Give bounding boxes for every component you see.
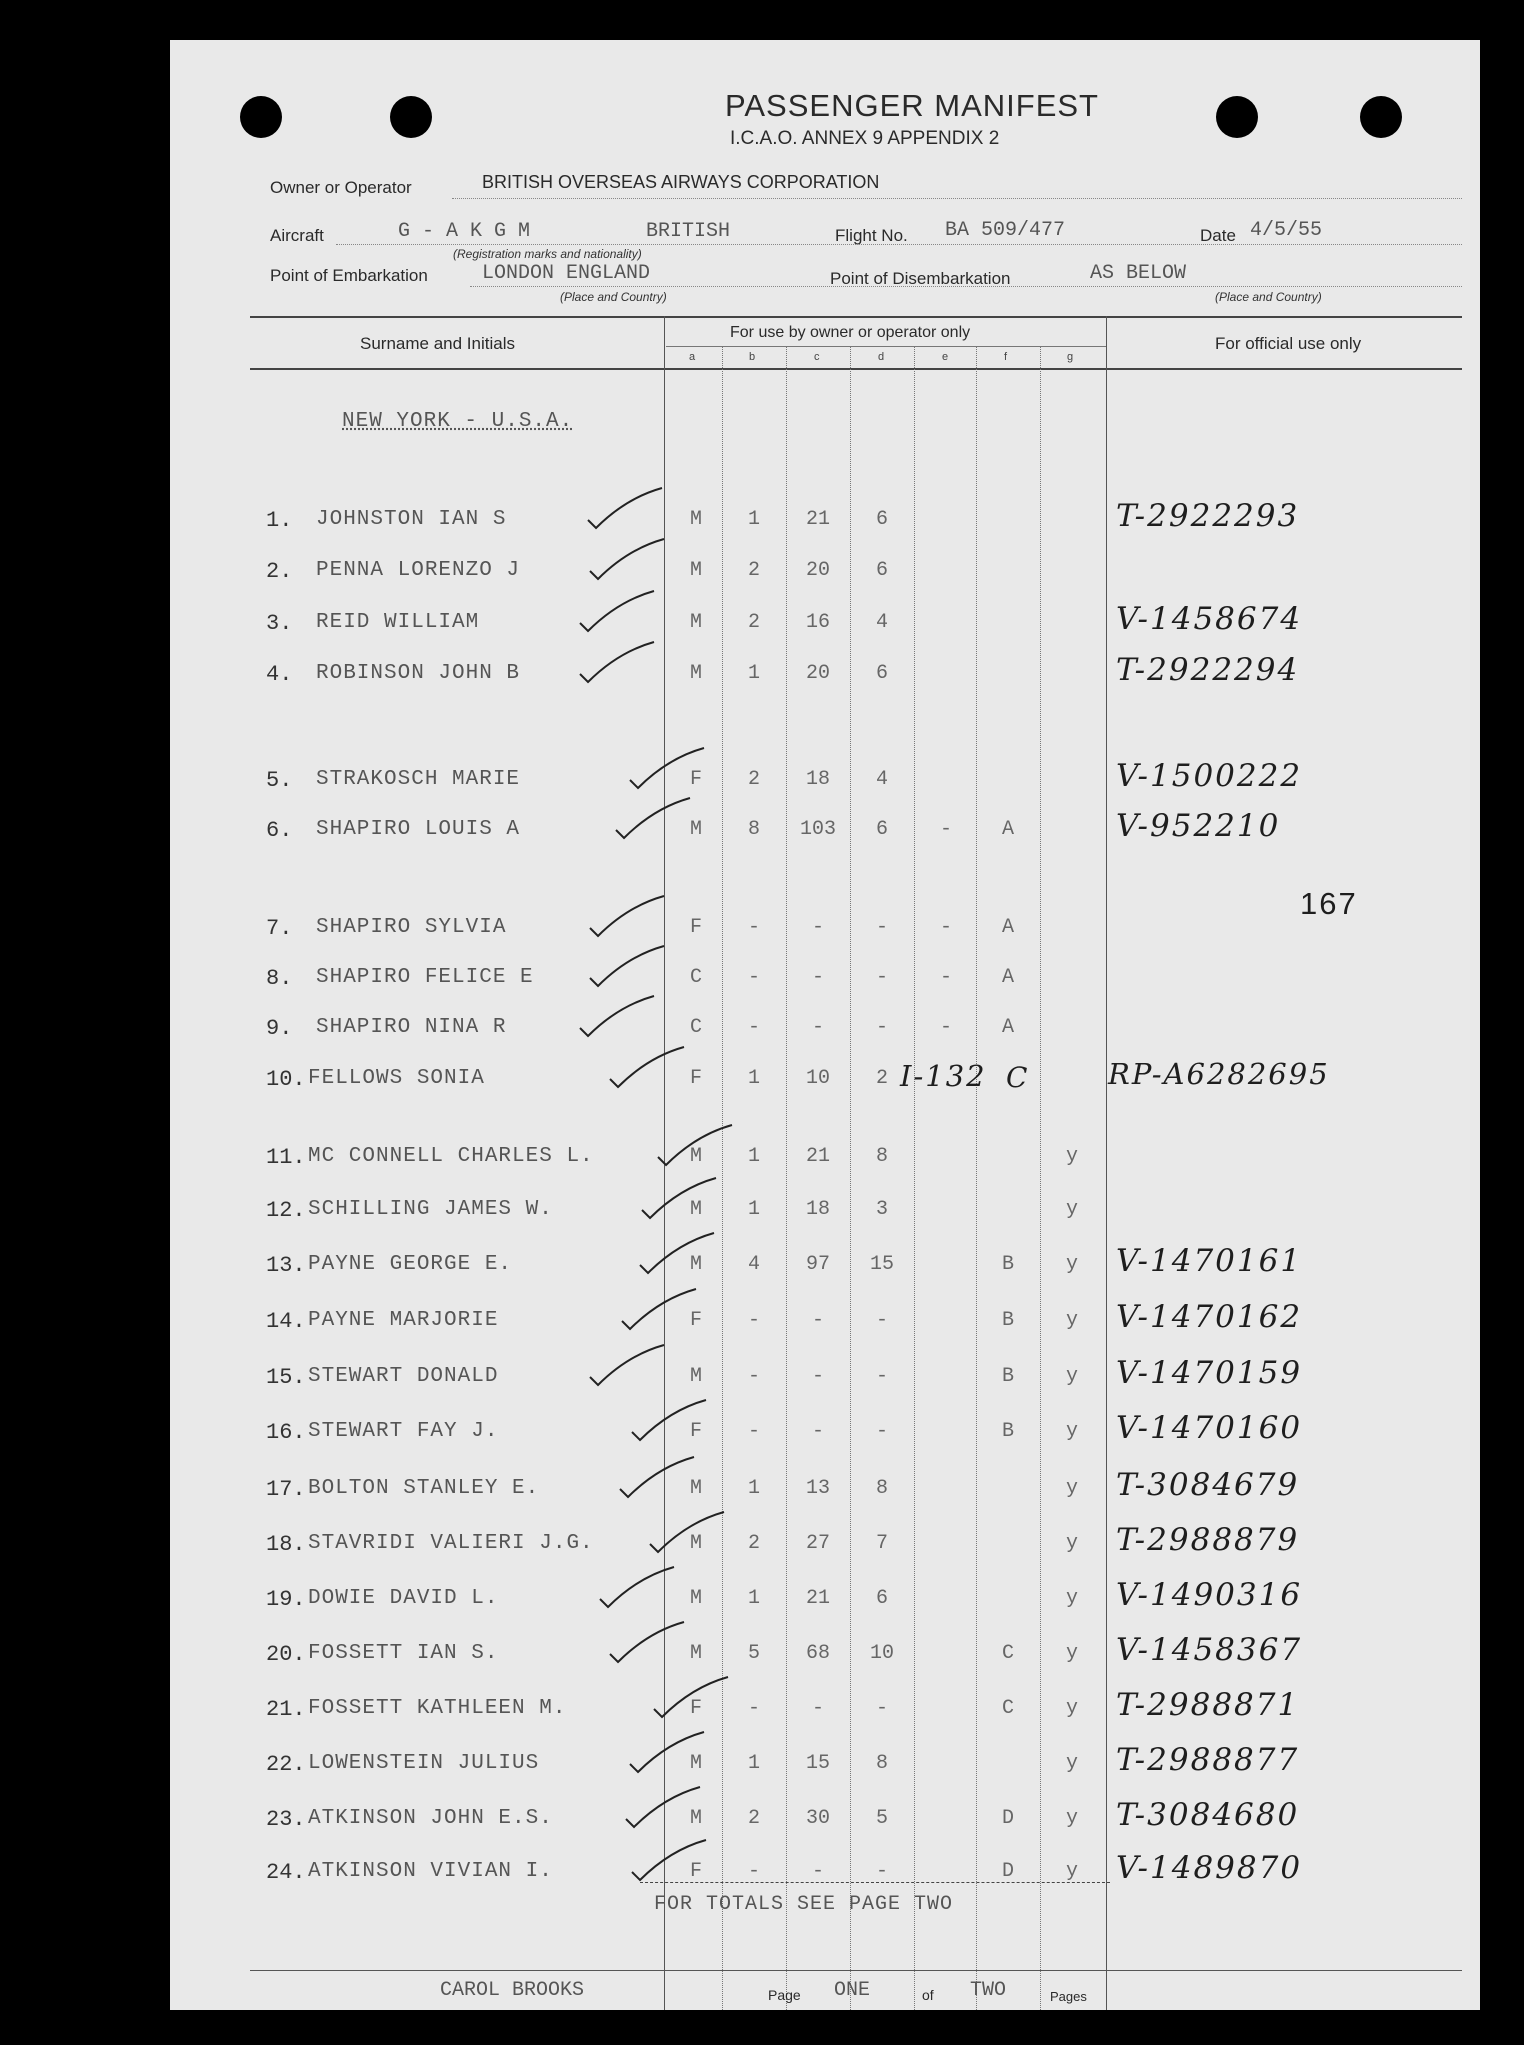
passenger-col-d: 4 [875,768,888,791]
passenger-name: FOSSETT KATHLEEN M. [308,1697,567,1720]
check-mark [590,946,664,986]
passenger-col-c: - [811,1016,824,1039]
passenger-col-f: A [1001,916,1014,939]
official-number: T-3084679 [1116,1467,1300,1503]
official-number: V-1458674 [1116,601,1303,637]
passenger-col-f: D [1001,1807,1014,1830]
passenger-number: 11. [266,1145,306,1170]
passenger-col-a: F [689,1309,702,1332]
passenger-col-a: F [689,1420,702,1443]
passenger-col-c: 103 [799,818,836,841]
passenger-number: 17. [266,1477,306,1502]
passenger-name: PENNA LORENZO J [316,559,521,582]
passenger-col-b: 4 [747,1253,760,1276]
passenger-col-b: - [747,1697,760,1720]
col-f-letter: f [1004,351,1008,363]
passenger-col-d: - [875,966,888,989]
passenger-col-e: I-132 [900,1059,987,1093]
passenger-name: FELLOWS SONIA [308,1067,485,1090]
passenger-col-a: M [689,1642,702,1665]
passenger-col-c: 30 [805,1807,830,1830]
passenger-col-a: F [689,916,702,939]
passenger-col-c: 20 [805,662,830,685]
passenger-col-c: 13 [805,1477,830,1500]
check-mark [610,1047,684,1087]
passenger-name: MC CONNELL CHARLES L. [308,1145,594,1168]
passenger-col-a: C [689,1016,702,1039]
passenger-col-b: 1 [747,508,760,531]
passenger-number: 1. [266,508,293,533]
pages-label: Pages [1050,1989,1087,2004]
passenger-col-d: 10 [869,1642,894,1665]
passenger-col-d: 6 [875,1587,888,1610]
aircraft-value: G - A K G M [398,220,531,243]
check-mark [580,591,654,631]
passenger-col-g: y [1065,1642,1078,1665]
passenger-number: 10. [266,1067,306,1092]
passenger-col-b: - [747,1860,760,1883]
destination-heading: NEW YORK - U.S.A. [342,410,574,433]
passenger-col-d: - [875,1365,888,1388]
passenger-col-e: - [939,1016,952,1039]
page-value: ONE [834,1979,871,2002]
passenger-number: 6. [266,818,293,843]
col-c-letter: c [814,351,820,363]
official-number: V-1489870 [1116,1850,1303,1886]
passenger-col-g: y [1065,1697,1078,1720]
passenger-name: STEWART DONALD [308,1365,499,1388]
check-mark [590,539,664,579]
passenger-number: 4. [266,662,293,687]
passenger-col-d: 2 [875,1067,888,1090]
passenger-col-d: 15 [869,1253,894,1276]
passenger-col-f: C [1001,1697,1014,1720]
passenger-col-f: B [1001,1420,1014,1443]
flight-value: BA 509/477 [945,219,1066,242]
owner-value: BRITISH OVERSEAS AIRWAYS CORPORATION [482,172,880,192]
disembarkation-value: AS BELOW [1090,262,1187,285]
passenger-col-c: 27 [805,1532,830,1555]
passenger-col-e: - [939,818,952,841]
passenger-col-a: M [689,1532,702,1555]
passenger-col-a: C [689,966,702,989]
passenger-col-b: - [747,966,760,989]
passenger-col-f: C [1001,1642,1014,1665]
passenger-col-c: - [811,1697,824,1720]
passenger-col-g: y [1065,1145,1078,1168]
passenger-col-c: 16 [805,611,830,634]
official-number: T-2922294 [1116,652,1300,688]
official-number: T-2922293 [1116,498,1300,534]
passenger-col-d: 6 [875,662,888,685]
passenger-col-e: - [939,916,952,939]
passenger-col-d: - [875,1309,888,1332]
passenger-col-b: 8 [747,818,760,841]
official-number: V-1500222 [1116,758,1303,794]
check-mark [600,1567,674,1607]
passenger-col-b: 1 [747,1477,760,1500]
passenger-col-c: 97 [805,1253,830,1276]
date-value: 4/5/55 [1250,219,1323,242]
col-a-letter: a [689,351,696,363]
passenger-col-f: A [1001,1016,1014,1039]
passenger-number: 3. [266,611,293,636]
passenger-number: 18. [266,1532,306,1557]
passenger-number: 22. [266,1752,306,1777]
official-number: RP-A6282695 [1108,1057,1330,1091]
passenger-col-c: - [811,1309,824,1332]
passenger-col-d: 6 [875,508,888,531]
passenger-name: FOSSETT IAN S. [308,1642,499,1665]
passenger-col-b: - [747,916,760,939]
passenger-col-g: y [1065,1752,1078,1775]
official-number: V-1490316 [1116,1577,1303,1613]
official-number: T-3084680 [1116,1797,1300,1833]
passenger-col-a: M [689,1477,702,1500]
passenger-number: 8. [266,966,293,991]
passenger-col-g: y [1065,1420,1078,1443]
passenger-col-d: - [875,1860,888,1883]
check-mark [588,488,662,528]
passenger-col-b: 2 [747,1532,760,1555]
aircraft-note: (Registration marks and nationality) [453,247,642,261]
passenger-col-d: 7 [875,1532,888,1555]
passenger-col-d: 8 [875,1752,888,1775]
passenger-name: ROBINSON JOHN B [316,662,521,685]
passenger-col-g: y [1065,1807,1078,1830]
passenger-number: 15. [266,1365,306,1390]
official-number: V-1470162 [1116,1299,1303,1335]
passenger-col-b: - [747,1309,760,1332]
passenger-name: DOWIE DAVID L. [308,1587,499,1610]
passenger-col-a: F [689,1860,702,1883]
passenger-number: 7. [266,916,293,941]
passenger-col-b: - [747,1016,760,1039]
passenger-col-d: 3 [875,1198,888,1221]
passenger-col-a: F [689,1067,702,1090]
official-number: V-1458367 [1116,1632,1303,1668]
passenger-col-c: 15 [805,1752,830,1775]
passenger-col-f: B [1001,1309,1014,1332]
passenger-col-a: M [689,611,702,634]
passenger-col-d: 4 [875,611,888,634]
passenger-number: 14. [266,1309,306,1334]
passenger-col-b: 2 [747,559,760,582]
passenger-name: SHAPIRO SYLVIA [316,916,507,939]
passenger-col-b: 1 [747,662,760,685]
passenger-col-b: 1 [747,1067,760,1090]
official-number: T-2988877 [1116,1742,1300,1778]
passenger-name: ATKINSON VIVIAN I. [308,1860,553,1883]
passenger-number: 16. [266,1420,306,1445]
embarkation-note: (Place and Country) [560,290,667,304]
passenger-col-g: y [1065,1365,1078,1388]
aircraft-label: Aircraft [270,226,324,245]
passenger-number: 21. [266,1697,306,1722]
passenger-number: 13. [266,1253,306,1278]
page-label: Page [768,1987,801,2003]
passenger-number: 23. [266,1807,306,1832]
passenger-col-c: 18 [805,1198,830,1221]
passenger-number: 9. [266,1016,293,1041]
passenger-col-b: - [747,1365,760,1388]
passenger-col-d: 6 [875,818,888,841]
of-label: of [922,1987,934,2003]
passenger-name: BOLTON STANLEY E. [308,1477,540,1500]
signed-name: CAROL BROOKS [440,1979,585,2002]
passenger-name: SCHILLING JAMES W. [308,1198,553,1221]
passenger-col-a: M [689,1587,702,1610]
col-b-letter: b [749,351,756,363]
passenger-col-g: y [1065,1477,1078,1500]
passenger-col-a: M [689,508,702,531]
page-mark: 167 [1300,886,1358,921]
check-mark [590,896,664,936]
passenger-col-a: M [689,1253,702,1276]
passenger-col-c: - [811,916,824,939]
passenger-col-d: 8 [875,1145,888,1168]
passenger-col-c: 18 [805,768,830,791]
check-mark [610,1622,684,1662]
official-number: V-952210 [1116,808,1281,844]
passenger-col-c: - [811,1420,824,1443]
passenger-col-d: 5 [875,1807,888,1830]
passenger-name: JOHNSTON IAN S [316,508,507,531]
passenger-col-f: C [1006,1061,1030,1094]
passenger-number: 12. [266,1198,306,1223]
passenger-col-c: - [811,1860,824,1883]
date-label: Date [1200,226,1236,245]
passenger-col-a: M [689,1365,702,1388]
owner-label: Owner or Operator [270,178,412,197]
passenger-col-b: 2 [747,611,760,634]
passenger-col-d: 6 [875,559,888,582]
passenger-number: 19. [266,1587,306,1612]
passenger-col-b: 1 [747,1752,760,1775]
official-use-column-header: For official use only [1215,334,1362,353]
passenger-col-c: 20 [805,559,830,582]
manifest-title: PASSENGER MANIFEST [725,88,1099,123]
passenger-col-c: - [811,1365,824,1388]
check-mark [580,996,654,1036]
passenger-col-e: - [939,966,952,989]
passenger-col-a: M [689,1752,702,1775]
passenger-col-a: M [689,1145,702,1168]
official-number: V-1470160 [1116,1410,1303,1446]
passenger-name: SHAPIRO NINA R [316,1016,507,1039]
passenger-name: ATKINSON JOHN E.S. [308,1807,553,1830]
passenger-col-f: D [1001,1860,1014,1883]
passenger-name: STAVRIDI VALIERI J.G. [308,1532,594,1555]
passenger-number: 24. [266,1860,306,1885]
passenger-col-b: 2 [747,768,760,791]
passenger-name: SHAPIRO LOUIS A [316,818,521,841]
official-number: V-1470159 [1116,1355,1303,1391]
passenger-col-g: y [1065,1587,1078,1610]
surname-column-header: Surname and Initials [360,334,515,353]
col-d-letter: d [878,351,885,363]
official-number: T-2988879 [1116,1522,1300,1558]
disembarkation-note: (Place and Country) [1215,290,1322,304]
check-mark [580,642,654,682]
aircraft-nationality: BRITISH [646,220,731,243]
passenger-col-d: - [875,1016,888,1039]
passenger-number: 20. [266,1642,306,1667]
passenger-col-f: A [1001,818,1014,841]
of-value: TWO [970,1979,1007,2002]
totals-note: FOR TOTALS SEE PAGE TWO [654,1893,954,1916]
passenger-name: PAYNE GEORGE E. [308,1253,513,1276]
manifest-sheet [170,40,1480,2010]
passenger-col-b: 1 [747,1587,760,1610]
passenger-col-g: y [1065,1860,1078,1883]
passenger-col-b: - [747,1420,760,1443]
embarkation-value: LONDON ENGLAND [482,262,651,285]
owner-use-column-header: For use by owner or operator only [730,324,971,341]
passenger-col-c: 21 [805,1145,830,1168]
passenger-name: LOWENSTEIN JULIUS [308,1752,540,1775]
passenger-col-f: B [1001,1365,1014,1388]
passenger-col-c: 68 [805,1642,830,1665]
disembarkation-label: Point of Disembarkation [830,269,1011,288]
passenger-col-b: 2 [747,1807,760,1830]
passenger-name: SHAPIRO FELICE E [316,966,534,989]
passenger-number: 2. [266,559,293,584]
col-e-letter: e [942,351,949,363]
passenger-col-f: A [1001,966,1014,989]
official-number: T-2988871 [1116,1687,1300,1723]
passenger-col-d: 8 [875,1477,888,1500]
passenger-number: 5. [266,768,293,793]
passenger-col-a: M [689,1198,702,1221]
check-mark [590,1345,664,1385]
official-number: V-1470161 [1116,1243,1303,1279]
passenger-col-g: y [1065,1198,1078,1221]
passenger-col-g: y [1065,1309,1078,1332]
passenger-name: PAYNE MARJORIE [308,1309,499,1332]
passenger-col-c: 21 [805,508,830,531]
passenger-col-c: 10 [805,1067,830,1090]
passenger-col-g: y [1065,1253,1078,1276]
passenger-col-b: 1 [747,1198,760,1221]
passenger-name: STEWART FAY J. [308,1420,499,1443]
passenger-col-a: F [689,768,702,791]
passenger-col-d: - [875,1697,888,1720]
col-g-letter: g [1067,351,1074,363]
passenger-col-d: - [875,1420,888,1443]
passenger-col-a: M [689,1807,702,1830]
passenger-name: REID WILLIAM [316,611,480,634]
passenger-col-g: y [1065,1532,1078,1555]
passenger-col-a: M [689,818,702,841]
passenger-col-c: 21 [805,1587,830,1610]
passenger-name: STRAKOSCH MARIE [316,768,521,791]
passenger-col-b: 1 [747,1145,760,1168]
passenger-col-b: 5 [747,1642,760,1665]
embarkation-label: Point of Embarkation [270,266,428,285]
passenger-col-a: M [689,662,702,685]
passenger-col-a: F [689,1697,702,1720]
passenger-col-a: M [689,559,702,582]
passenger-col-f: B [1001,1253,1014,1276]
passenger-col-c: - [811,966,824,989]
manifest-subtitle: I.C.A.O. ANNEX 9 APPENDIX 2 [730,128,1000,149]
flight-label: Flight No. [835,226,908,245]
passenger-col-d: - [875,916,888,939]
